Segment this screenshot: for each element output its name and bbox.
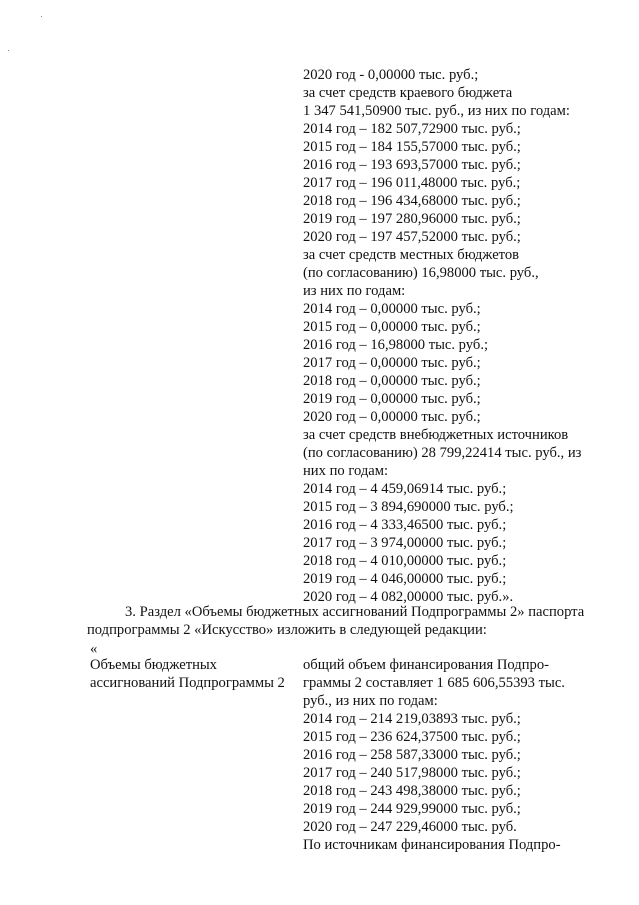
text-line: из них по годам: (303, 283, 406, 299)
text-line: 2020 год – 197 457,52000 тыс. руб.; (303, 229, 521, 245)
text-line: 2017 год – 0,00000 тыс. руб.; (303, 355, 481, 371)
text-line: них по годам: (303, 463, 389, 479)
text-line: 2015 год – 184 155,57000 тыс. руб.; (303, 139, 521, 155)
text-line: за счет средств внебюджетных источников (303, 427, 569, 443)
table-left-label-line-2: ассигнований Подпрограммы 2 (90, 675, 285, 691)
text-line: (по согласованию) 28 799,22414 тыс. руб., из (303, 445, 582, 461)
text-line: 2019 год – 244 929,99000 тыс. руб.; (303, 801, 521, 817)
text-line: 2018 год – 243 498,38000 тыс. руб.; (303, 783, 521, 799)
table-left-cell (90, 656, 295, 692)
text-line: 2018 год – 196 434,68000 тыс. руб.; (303, 193, 521, 209)
text-line: 2015 год – 0,00000 тыс. руб.; (303, 319, 481, 335)
text-line: за счет средств местных бюджетов (303, 247, 520, 263)
text-line: 2018 год – 0,00000 тыс. руб.; (303, 373, 481, 389)
text-line: 2015 год – 3 894,690000 тыс. руб.; (303, 499, 514, 515)
opening-quote: « (90, 641, 98, 657)
table-right-cell (303, 656, 623, 854)
scan-speck (8, 50, 9, 51)
section-3-line-2: подпрограммы 2 «Искусство» изложить в следующей редакции: (87, 622, 487, 638)
text-line: (по согласованию) 16,98000 тыс. руб., (303, 265, 539, 281)
text-line: 2019 год – 4 046,00000 тыс. руб.; (303, 571, 507, 587)
section-3-line-1: 3. Раздел «Объемы бюджетных ассигнований Подпрограммы 2» паспорта (125, 604, 585, 620)
text-line: за счет средств краевого бюджета (303, 85, 513, 101)
text-line: 2020 год - 0,00000 тыс. руб.; (303, 67, 479, 83)
text-line: 2020 год – 4 082,00000 тыс. руб.». (303, 589, 514, 605)
text-line: общий объем финансирования Подпро- (303, 657, 549, 673)
text-line: граммы 2 составляет 1 685 606,55393 тыс. (303, 675, 565, 691)
text-line: 2016 год – 258 587,33000 тыс. руб.; (303, 747, 521, 763)
text-line: По источникам финансирования Подпро- (303, 837, 561, 853)
text-line: 1 347 541,50900 тыс. руб., из них по годам: (303, 103, 570, 119)
text-line: 2019 год – 197 280,96000 тыс. руб.; (303, 211, 521, 227)
text-line: руб., из них по годам: (303, 693, 438, 709)
text-line: 2014 год – 4 459,06914 тыс. руб.; (303, 481, 507, 497)
section-3-paragraph (87, 603, 627, 639)
funding-sources-block (303, 66, 623, 606)
text-line: 2015 год – 236 624,37500 тыс. руб.; (303, 729, 521, 745)
text-line: 2017 год – 196 011,48000 тыс. руб.; (303, 175, 521, 191)
text-line: 2016 год – 193 693,57000 тыс. руб.; (303, 157, 521, 173)
text-line: 2014 год – 214 219,03893 тыс. руб.; (303, 711, 521, 727)
text-line: 2017 год – 3 974,00000 тыс. руб.; (303, 535, 507, 551)
text-line: 2014 год – 182 507,72900 тыс. руб.; (303, 121, 521, 137)
text-line: 2020 год – 0,00000 тыс. руб.; (303, 409, 481, 425)
text-line: 2014 год – 0,00000 тыс. руб.; (303, 301, 481, 317)
text-line: 2017 год – 240 517,98000 тыс. руб.; (303, 765, 521, 781)
scan-speck (41, 16, 42, 17)
text-line: 2019 год – 0,00000 тыс. руб.; (303, 391, 481, 407)
text-line: 2020 год – 247 229,46000 тыс. руб. (303, 819, 517, 835)
table-left-label-line-1: Объемы бюджетных (90, 657, 217, 673)
text-line: 2016 год – 4 333,46500 тыс. руб.; (303, 517, 507, 533)
text-line: 2016 год – 16,98000 тыс. руб.; (303, 337, 489, 353)
text-line: 2018 год – 4 010,00000 тыс. руб.; (303, 553, 507, 569)
